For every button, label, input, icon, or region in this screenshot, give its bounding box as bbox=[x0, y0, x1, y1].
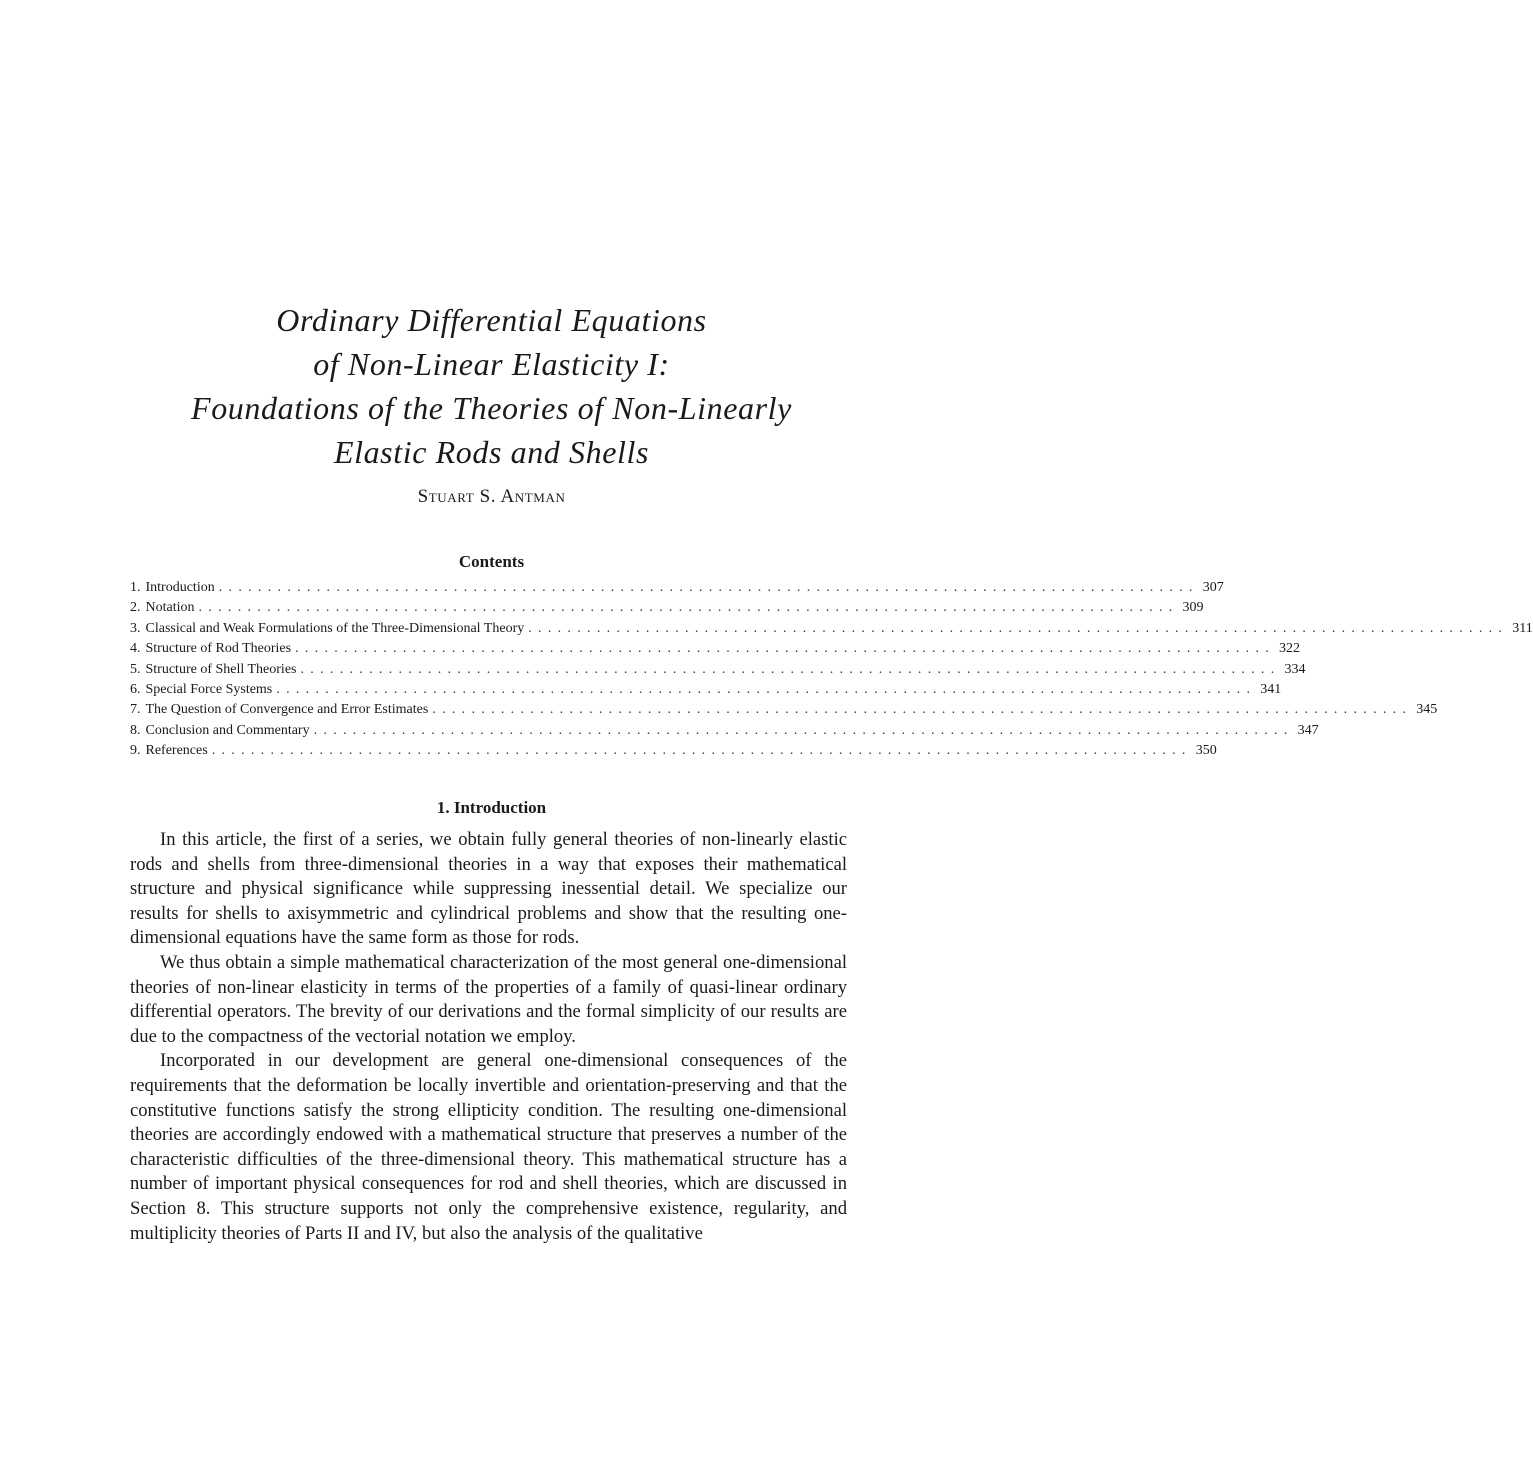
toc-item-label: Classical and Weak Formulations of the Three-Dimensional Theory bbox=[145, 620, 525, 636]
body-paragraph: We thus obtain a simple mathematical characterization of the most general one-dimensional theories of non-linear elasticity in terms of the properties of a family of quasi-linear ordinary differential operators. The brevity of our derivations and the formal simplicity of our results are due to the compactness of the vectorial notation we employ. bbox=[130, 951, 847, 1047]
toc-item-number: 3. bbox=[130, 620, 141, 636]
article-title-line-4: Elastic Rods and Shells bbox=[333, 434, 650, 470]
contents-heading: Contents bbox=[458, 552, 525, 571]
toc-item bbox=[130, 639, 1301, 659]
toc-item bbox=[130, 721, 1319, 741]
article-title-block bbox=[0, 298, 983, 508]
toc-item-page: 347 bbox=[1297, 722, 1319, 738]
toc-leader-dots: .................................................................................................... bbox=[276, 681, 1257, 697]
toc-item-page: 350 bbox=[1195, 743, 1217, 759]
toc-item-label: Structure of Rod Theories bbox=[145, 641, 292, 657]
toc-item-number: 9. bbox=[130, 743, 141, 759]
toc-item-number: 4. bbox=[130, 641, 141, 657]
toc-leader-dots: .................................................................................................... bbox=[295, 641, 1276, 657]
toc-item-label: Notation bbox=[145, 600, 195, 616]
toc-item-label: The Question of Convergence and Error Estimates bbox=[145, 702, 429, 718]
toc-item-label: Special Force Systems bbox=[145, 681, 273, 697]
toc-item-number: 1. bbox=[130, 580, 141, 595]
toc-item-label: Structure of Shell Theories bbox=[145, 661, 297, 677]
toc-item-label: References bbox=[145, 743, 208, 759]
toc-leader-dots: .................................................................................................... bbox=[198, 600, 1179, 616]
article-title-line-2: of Non-Linear Elasticity I: bbox=[313, 346, 670, 382]
toc-item-page: 322 bbox=[1279, 641, 1301, 657]
toc-item-page: 309 bbox=[1182, 600, 1204, 616]
toc-item-page: 311 bbox=[1512, 620, 1533, 636]
toc-item bbox=[130, 619, 1533, 639]
toc-item-label: Introduction bbox=[145, 580, 215, 595]
toc-item bbox=[130, 700, 1438, 720]
toc-leader-dots: .................................................................................................... bbox=[313, 722, 1294, 738]
toc-item-number: 2. bbox=[130, 600, 141, 616]
toc-item-number: 6. bbox=[130, 681, 141, 697]
article-title-line-3: Foundations of the Theories of Non-Linearly bbox=[191, 390, 792, 426]
section-heading: 1. Introduction bbox=[436, 798, 547, 817]
toc-leader-dots: .................................................................................................... bbox=[218, 580, 1199, 595]
toc-item bbox=[130, 660, 1306, 680]
toc-item-page: 341 bbox=[1260, 681, 1282, 697]
toc-item-page: 307 bbox=[1202, 580, 1224, 595]
body-paragraph: Incorporated in our development are general one-dimensional consequences of the requirements that the deformation be locally invertible and orientation-preserving and that the constitutive functions satisfy the strong ellipticity condition. The resulting one-dimensional theories are accordingly endowed with a mathematical structure that preserves a number of the characteristic difficulties of the three-dimensional theory. This mathematical structure has a number of important physical consequences for rod and shell theories, which are discussed in Section 8. This structure supports not only the comprehensive existence, regularity, and multiplicity theories of Parts II and IV, but also the analysis of the qualitative bbox=[130, 1050, 847, 1244]
toc-leader-dots: .................................................................................................... bbox=[300, 661, 1281, 677]
toc-leader-dots: .................................................................................................... bbox=[211, 743, 1192, 759]
toc-item-number: 5. bbox=[130, 661, 141, 677]
toc-item-number: 7. bbox=[130, 702, 141, 718]
toc-leader-dots: .................................................................................................... bbox=[528, 620, 1509, 636]
section-body bbox=[130, 828, 847, 1246]
toc-item bbox=[130, 680, 1282, 700]
author-name: Stuart S. Antman bbox=[417, 486, 566, 507]
toc-item bbox=[130, 741, 1217, 761]
article-title-line-1: Ordinary Differential Equations bbox=[276, 302, 707, 338]
toc-item-number: 8. bbox=[130, 722, 141, 738]
body-paragraph: In this article, the first of a series, we obtain fully general theories of non-linearly elastic rods and shells from three-dimensional theories in a way that exposes their mathematical structure and physical significance while suppressing inessential detail. We specialize our results for shells to axisymmetric and cylindrical problems and show that the resulting one-dimensional equations have the same form as those for rods. bbox=[130, 829, 847, 949]
toc-item-page: 334 bbox=[1284, 661, 1306, 677]
toc-item bbox=[130, 598, 1204, 618]
toc-item-label: Conclusion and Commentary bbox=[145, 722, 310, 738]
toc-leader-dots: .................................................................................................... bbox=[432, 702, 1413, 718]
toc-item bbox=[130, 578, 1224, 598]
table-of-contents bbox=[130, 578, 1533, 762]
toc-item-page: 345 bbox=[1416, 702, 1438, 718]
